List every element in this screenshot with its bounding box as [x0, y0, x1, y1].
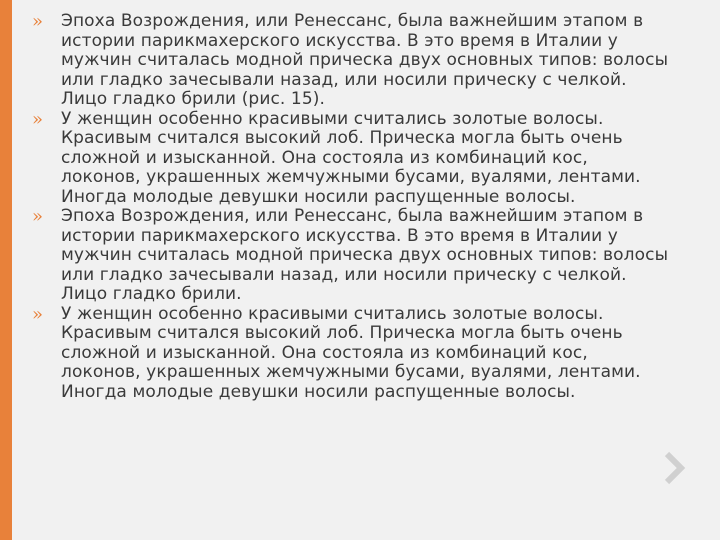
bullet-text: У женщин особенно красивыми считались золотые волосы. Красивым считался высокий лоб. Прическа могла быть очень сложной и изысканной. Она состояла из комбинаций кос, локонов, украшенных жемчужными бусами, вуалями, лентами. Иногда молодые девушки носили распущенные волосы. — [61, 108, 641, 207]
bullet-item — [32, 12, 672, 110]
bullet-text: У женщин особенно красивыми считались золотые волосы. Красивым считался высокий лоб. Прическа могла быть очень сложной и изысканной. Она состояла из комбинаций кос, локонов, украшенных жемчужными бусами, вуалями, лентами. Иногда молодые девушки носили распущенные волосы. — [61, 303, 641, 402]
double-chevron-right-icon: » — [32, 303, 44, 325]
bullet-item — [32, 305, 672, 403]
double-chevron-right-icon: » — [32, 108, 44, 130]
bullet-text: Эпоха Возрождения, или Ренессанс, была важнейшим этапом в истории парикмахерского искусства. В это время в Италии у мужчин считалась модной прическа двух основных типов: волосы или гладко зачесывали назад, или носили прическу с челкой. Лицо гладко брили (рис. 15). — [61, 11, 669, 109]
bullet-item — [32, 110, 672, 208]
double-chevron-right-icon: » — [32, 11, 44, 32]
accent-bar — [0, 0, 12, 540]
bullet-text: Эпоха Возрождения, или Ренессанс, была важнейшим этапом в истории парикмахерского искусства. В это время в Италии у мужчин считалась модной прическа двух основных типов: волосы или гладко зачесывали назад, или носили прическу с челкой. Лицо гладко брили. — [61, 206, 669, 304]
bullet-item — [32, 207, 672, 305]
double-chevron-right-icon: » — [32, 206, 44, 227]
chevron-right-icon[interactable] — [662, 451, 686, 485]
bullet-list — [32, 12, 672, 402]
